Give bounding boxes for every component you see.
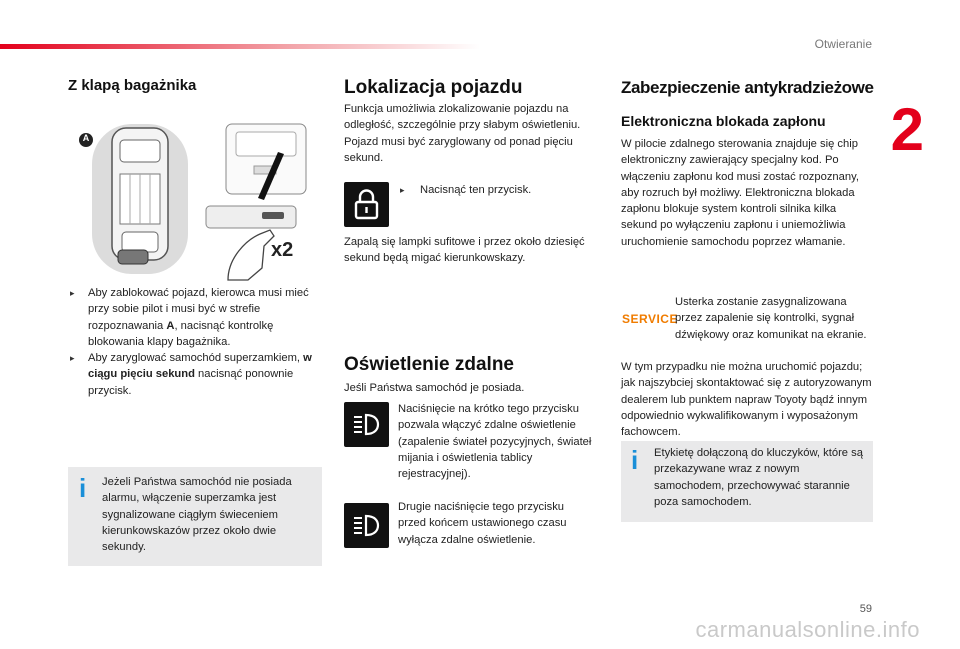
info-text: Etykietę dołączoną do kluczyków, które są przekazywane wraz z nowym samochodem, przechowywać starannie poza samochodem. — [654, 447, 863, 508]
locate-step: ▸ Nacisnąć ten przycisk. — [400, 182, 600, 198]
middle-section-title: Lokalizacja pojazdu — [344, 77, 523, 98]
list-item — [70, 285, 325, 350]
section-title: Otwieranie — [814, 37, 872, 51]
figure-label-a: A — [82, 133, 90, 143]
locate-intro: Funkcja umożliwia zlokalizowanie pojazdu na odległość, szczególnie przy słabym oświetleniu. Pojazd musi być zaryglowany od ponad pięciu sekund. — [344, 103, 581, 164]
list-item-text: Aby zaryglować samochód superzamkiem, w ciągu pięciu sekund nacisnąć ponownie przycisk. — [88, 352, 312, 397]
header-red-bar — [0, 44, 480, 49]
service-text: Usterka zostanie zasygnalizowana przez zapalenie się kontrolki, sygnał dźwiękowy oraz komunikat na ekranie. — [675, 296, 867, 341]
info-icon: i — [79, 473, 87, 503]
immobilizer-body: W pilocie zdalnego sterowania znajduje się chip elektroniczny zawierający specjalny kod. Po włączeniu zapłonu kod musi zostać rozpoznany, aby rozruch był możliwy. Elektroniczna blokada zapłonu blokuje system kontroli silnika kilka sekund po wyłączeniu zapłonu i uniemożliwia uruchomienie samochodu poprzez włamanie. — [621, 138, 859, 248]
left-section-title: Z klapą bagażnika — [68, 77, 197, 94]
service-after: W tym przypadku nie można uruchomić pojazdu; jak najszybciej skontaktować się z autoryzowanym dealerem lub punktem napraw Toyoty bądź innym odpowiednio wykwalifikowanym i wyposażonym fachowcem. — [621, 361, 872, 439]
list-item — [70, 350, 325, 399]
service-warning-icon: SERVICE — [622, 312, 678, 326]
page-number: 59 — [859, 603, 872, 615]
right-section-title: Zabezpieczenie antykradzieżowe — [621, 78, 874, 97]
info-icon: i — [631, 445, 639, 475]
bullet-marker: ▸ — [400, 185, 405, 195]
list-item-text: Aby zablokować pojazd, kierowca musi mieć przy sobie pilot i musi być w strefie rozpoznawania A, nacisnąć kontrolkę blokowania klapy bagażnika. — [88, 287, 309, 348]
right-subtitle: Elektroniczna blokada zapłonu — [621, 113, 826, 129]
info-box-alarm — [68, 467, 322, 566]
headlight-icon — [344, 503, 389, 548]
remote-light-intro: Jeśli Państwa samochód je posiada. — [344, 382, 525, 394]
remote-light-press2: Drugie naciśnięcie tego przycisku przed końcem ustawionego czasu wyłącza zdalne oświetlenie. — [398, 501, 567, 546]
locate-after: Zapalą się lampki sufitowe i przez około dziesięć sekund będą migać kierunkowskazy. — [344, 236, 585, 265]
trunk-figure — [78, 118, 318, 283]
left-bullet-list — [70, 285, 325, 399]
bullet-marker: ▸ — [70, 288, 75, 298]
figure-label-x2: x2 — [271, 239, 294, 261]
chapter-number: 2 — [890, 96, 924, 163]
lock-icon — [344, 182, 389, 227]
bullet-marker: ▸ — [70, 353, 75, 364]
remote-light-press1: Naciśnięcie na krótko tego przycisku pozwala włączyć zdalne oświetlenie (zapalenie świateł pozycyjnych, świateł mijania i oświetlenia tablicy rejestracyjnej). — [398, 403, 592, 481]
info-box-keys — [621, 441, 873, 522]
middle-section-title-2: Oświetlenie zdalne — [344, 354, 514, 375]
watermark-text: carmanualsonline.info — [695, 617, 920, 642]
headlight-icon — [344, 402, 389, 447]
info-text: Jeżeli Państwa samochód nie posiada alarmu, włączenie superzamka jest sygnalizowane ciągłym świeceniem kierunkowskazów przez około dwie sekundy. — [102, 476, 292, 554]
